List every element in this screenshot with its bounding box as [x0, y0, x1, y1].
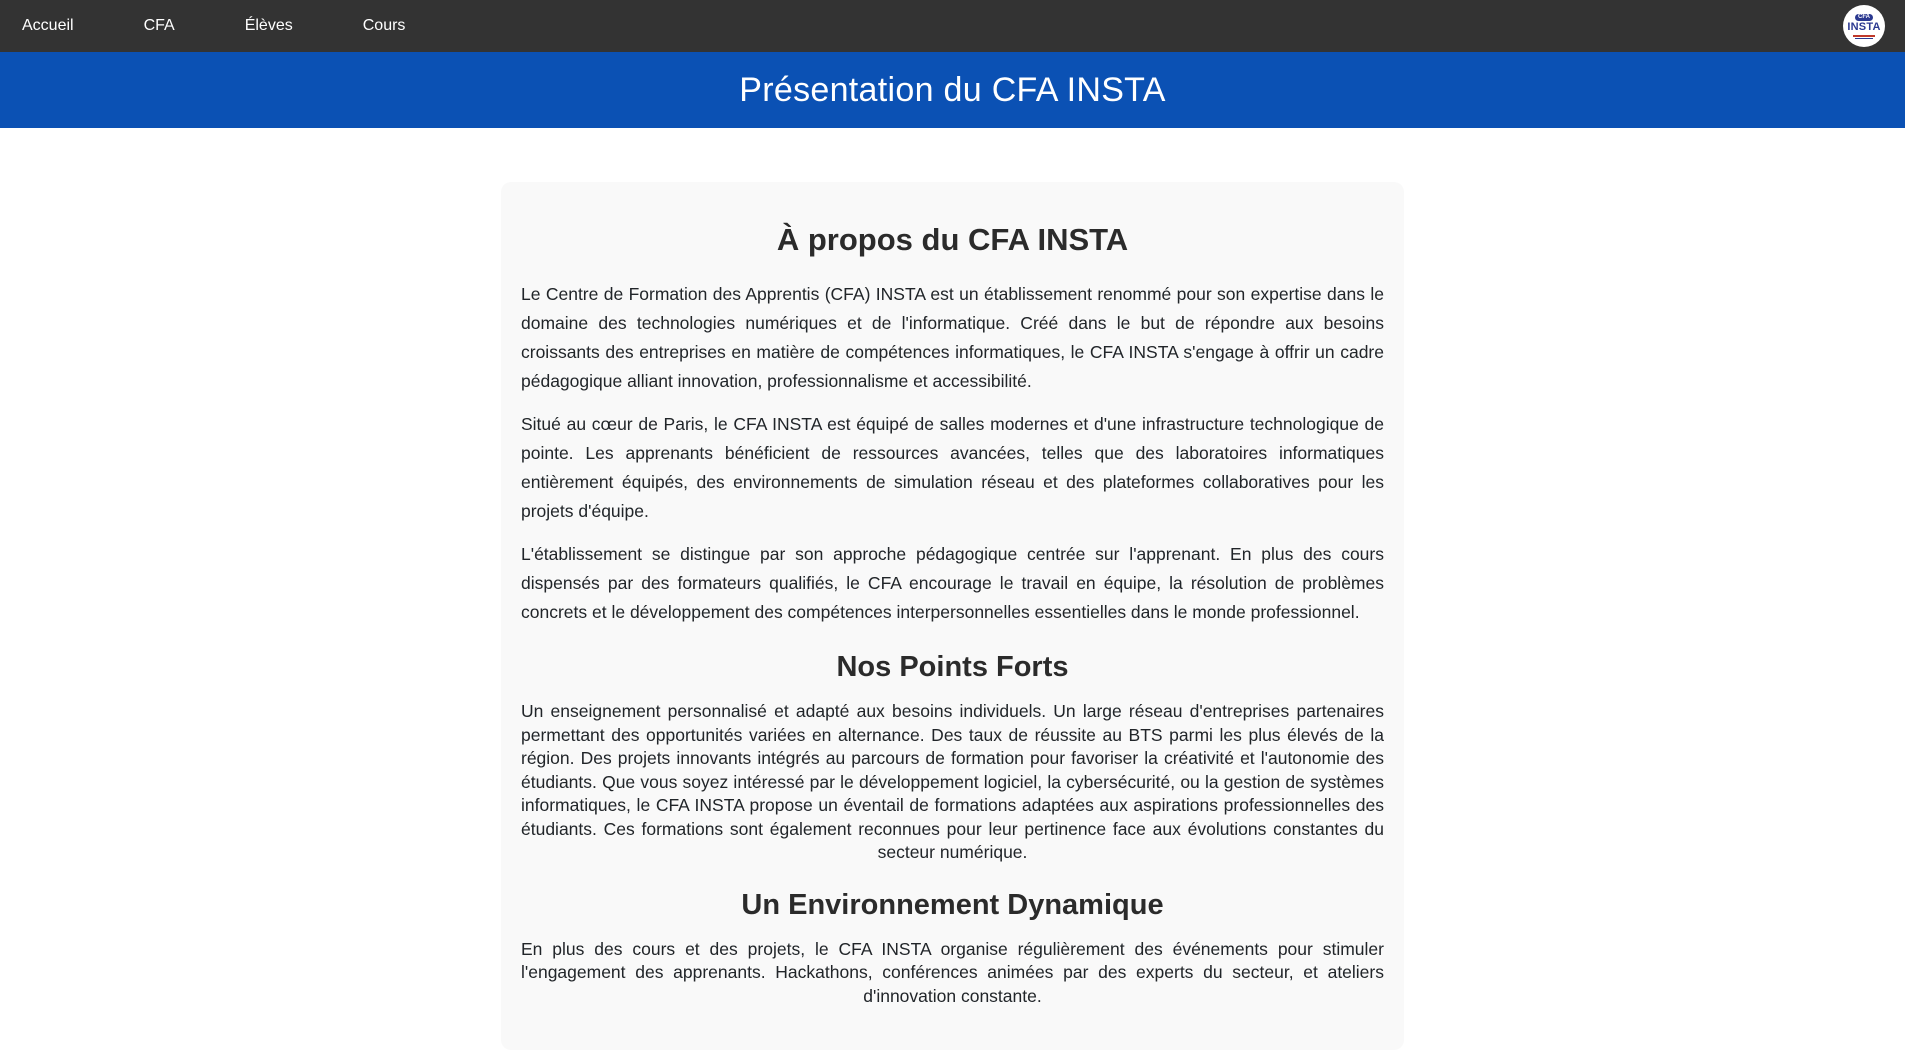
insta-logo[interactable] — [1843, 5, 1885, 47]
logo-decorative-line — [1855, 38, 1873, 39]
environnement-heading: Un Environnement Dynamique — [741, 888, 1164, 921]
about-heading: À propos du CFA INSTA — [776, 222, 1129, 257]
content-card — [501, 182, 1404, 1050]
logo-cfa-badge: CFA — [1855, 14, 1873, 21]
points-forts-heading: Nos Points Forts — [836, 651, 1069, 683]
points-forts-paragraph: Un enseignement personnalisé et adapté aux besoins individuels. Un large réseau d'entreprises partenaires permettant des opportunités variées en alternance. Des taux de réussite au BTS parmi les plus élevés de la région. Des projets innovants intégrés au parcours de formation pour favoriser la créativité et l'autonomie des étudiants. Que vous soyez intéressé par le développement logiciel, la cybersécurité, ou la gestion de systèmes informatiques, le CFA INSTA propose un éventail de formations adaptées aux aspirations professionnelles des étudiants. Ces formations sont également reconnues pour leur pertinence face aux évolutions constantes du secteur numérique. — [521, 701, 1384, 862]
page-title: Présentation du CFA INSTA — [739, 70, 1166, 109]
about-paragraph: Situé au cœur de Paris, le CFA INSTA est équipé de salles modernes et d'une infrastructure technologique de pointe. Les apprenants bénéficient de ressources avancées, telles que des laboratoires informatiques entièrement équipés, des environnements de simulation réseau et des plateformes collaboratives pour les projets d'équipe. — [521, 414, 1384, 521]
logo-decorative-line — [1853, 35, 1875, 37]
nav-item-cfa[interactable]: CFA — [143, 17, 175, 34]
logo-insta-text: INSTA — [1847, 20, 1881, 33]
about-paragraph: L'établissement se distingue par son approche pédagogique centrée sur l'apprenant. En plus des cours dispensés par des formateurs qualifiés, le CFA encourage le travail en équipe, la résolution de problèmes concrets et le développement des compétences interpersonnelles essentielles dans le monde professionnel. — [521, 544, 1384, 622]
about-paragraph: Le Centre de Formation des Apprentis (CFA) INSTA est un établissement renommé pour son expertise dans le domaine des technologies numériques et de l'informatique. Créé dans le but de répondre aux besoins croissants des entreprises en matière de compétences informatiques, le CFA INSTA s'engage à offrir un cadre pédagogique alliant innovation, professionnalisme et accessibilité. — [521, 284, 1384, 391]
environnement-paragraph: En plus des cours et des projets, le CFA INSTA organise régulièrement des événements pour stimuler l'engagement des apprenants. Hackathons, conférences animées par des experts du secteur, et ateliers d'innovation constante. — [521, 938, 1384, 1006]
page-banner — [0, 52, 1905, 128]
top-navbar — [0, 0, 1905, 52]
nav-item-eleves[interactable]: Élèves — [244, 17, 293, 34]
nav-item-cours[interactable]: Cours — [362, 17, 406, 34]
nav-item-accueil[interactable]: Accueil — [22, 17, 74, 34]
nav-links — [22, 17, 405, 35]
